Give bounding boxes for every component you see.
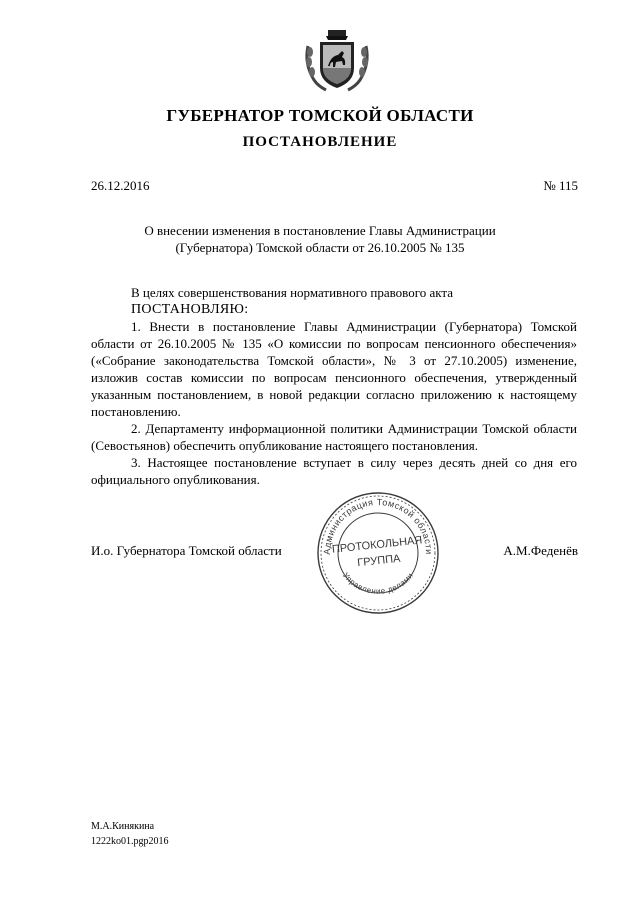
stamp-bottom-text: Управление делами bbox=[340, 570, 416, 596]
document-body bbox=[91, 284, 577, 488]
executor-name: М.А.Кинякина bbox=[91, 821, 155, 832]
issuer-title: ГУБЕРНАТОР ТОМСКОЙ ОБЛАСТИ bbox=[166, 106, 474, 125]
coat-of-arms-icon bbox=[302, 28, 372, 94]
file-reference: 1222ko01.pgp2016 bbox=[91, 836, 169, 847]
clause-2: 2. Департаменту информационной политики Администрации Томской области (Севостьянов) обеспечить опубликование настоящего постановления. bbox=[91, 421, 577, 453]
clause-3: 3. Настоящее постановление вступает в силу через десять дней со дня его официального опубликования. bbox=[91, 455, 577, 487]
resolve-heading: ПОСТАНОВЛЯЮ: bbox=[131, 302, 249, 317]
document-type: ПОСТАНОВЛЕНИЕ bbox=[242, 134, 398, 150]
subject-line: (Губернатора) Томской области от 26.10.2005 № 135 bbox=[175, 240, 465, 255]
signatory-position: И.о. Губернатора Томской области bbox=[91, 543, 282, 558]
document-number: № 115 bbox=[543, 178, 578, 193]
document-date: 26.12.2016 bbox=[91, 178, 150, 193]
stamp-line-2: ГРУППА bbox=[356, 552, 401, 570]
preamble: В целях совершенствования нормативного правового акта bbox=[131, 285, 454, 300]
stamp-ring-text: Администрация Томской области bbox=[321, 496, 435, 555]
signatory-name: А.М.Феденёв bbox=[503, 543, 578, 558]
stamp-line-1: ПРОТОКОЛЬНАЯ bbox=[331, 534, 423, 556]
svg-text:Управление делами bbox=[341, 571, 415, 596]
document-subject bbox=[0, 222, 640, 256]
clause-1: 1. Внести в постановление Главы Администрации (Губернатора) Томской области от 26.10.2005 № 135 «О комиссии по вопросам пенсионного обеспечения» («Собрание законодательства Томской области», № 3 от 27.10.2005) изменение, изложив состав комиссии по вопросам пенсионного обеспечения, утвержденный указанным постановлением, в новой редакции согласно приложению к настоящему постановлению. bbox=[91, 319, 577, 419]
official-stamp bbox=[314, 490, 442, 616]
subject-line: О внесении изменения в постановление Главы Администрации bbox=[144, 223, 496, 238]
